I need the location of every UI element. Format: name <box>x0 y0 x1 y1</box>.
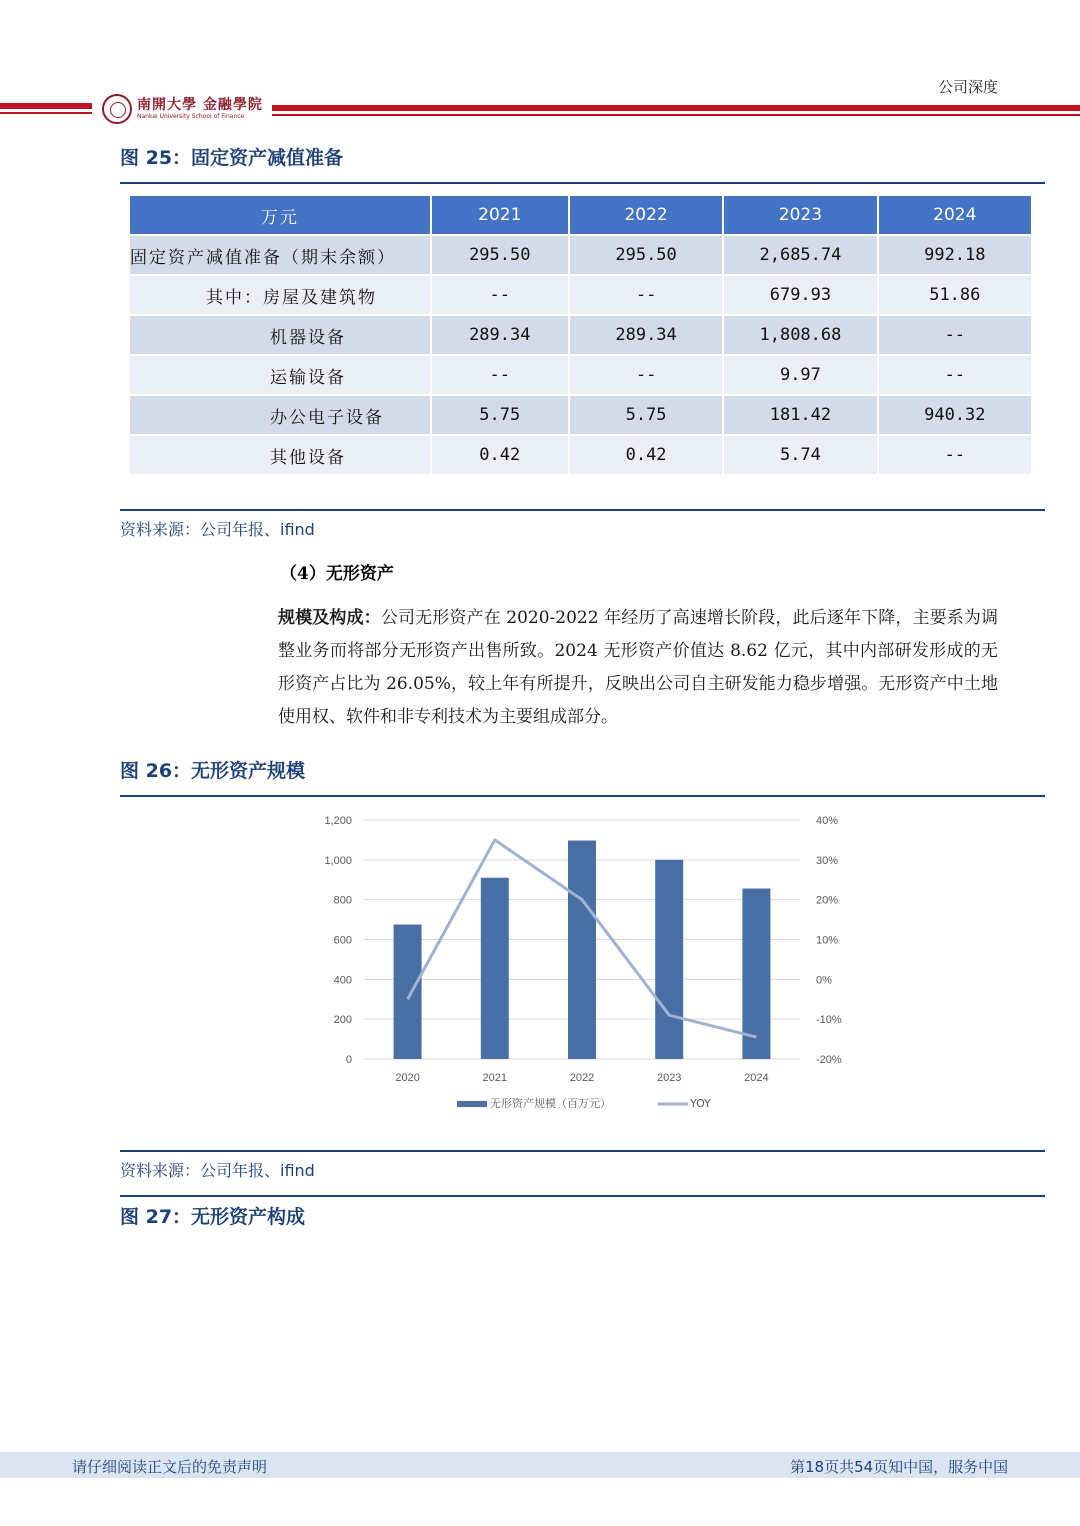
y2-tick-label: -20% <box>816 1054 842 1066</box>
legend-bar-label: 无形资产规模（百万元） <box>490 1097 611 1110</box>
legend-line-label: YOY <box>690 1097 711 1110</box>
fig26-source: 资料来源：公司年报、ifind <box>120 1161 315 1180</box>
row-label: 固定资产减值准备（期末余额） <box>130 236 430 276</box>
table-cell: 289.34 <box>570 316 722 356</box>
y2-tick-label: -10% <box>816 1014 842 1027</box>
y2-tick-label: 40% <box>816 815 839 827</box>
y2-tick-label: 10% <box>816 934 839 947</box>
table-cell: 5.74 <box>724 436 876 476</box>
row-label: 其中：房屋及建筑物 <box>130 276 430 316</box>
footer-page-info: 第18页共54页知中国，服务中国 <box>790 1458 1009 1476</box>
table-cell: 940.32 <box>879 396 1031 436</box>
fig26-bottom-rule <box>120 1150 1045 1152</box>
table-cell: 0.42 <box>432 436 568 476</box>
nankai-seal-icon <box>102 94 132 124</box>
table-cell: 295.50 <box>432 236 568 276</box>
header-red-bar-right <box>272 105 1080 111</box>
y-tick-label: 400 <box>333 974 352 987</box>
y-tick-label: 0 <box>345 1054 352 1066</box>
table-row <box>130 436 1031 476</box>
fig26-title: 图 26：无形资产规模 <box>120 760 306 782</box>
impairment-table <box>128 196 1033 476</box>
fig25-top-rule <box>120 182 1045 184</box>
table-row <box>130 276 1031 316</box>
x-tick-label: 2021 <box>482 1072 508 1084</box>
table-row <box>130 236 1031 276</box>
table-cell: 51.86 <box>879 276 1031 316</box>
nankai-logo <box>100 93 268 127</box>
header-section-label: 公司深度 <box>938 78 999 96</box>
table-header-row <box>130 196 1031 236</box>
row-label: 办公电子设备 <box>130 396 430 436</box>
table-row <box>130 396 1031 436</box>
table-cell: 0.42 <box>570 436 722 476</box>
y2-tick-label: 20% <box>816 894 839 907</box>
footer-disclaimer: 请仔细阅读正文后的免责声明 <box>72 1458 268 1476</box>
table-cell: 9.97 <box>724 356 876 396</box>
y-tick-label: 200 <box>333 1014 352 1027</box>
bar-2023 <box>655 860 683 1059</box>
table-row <box>130 356 1031 396</box>
y2-tick-label: 0% <box>816 974 832 987</box>
row-label: 机器设备 <box>130 316 430 356</box>
table-cell: -- <box>879 356 1031 396</box>
bar-2021 <box>481 878 509 1059</box>
header-red-line-right <box>272 114 1080 116</box>
header-red-line-left <box>0 112 92 114</box>
header-red-bar-left <box>0 103 92 109</box>
fig27-top-rule <box>120 1195 1045 1197</box>
y-tick-label: 1,200 <box>324 815 352 827</box>
table-row <box>130 316 1031 356</box>
column-header: 2024 <box>879 196 1031 236</box>
fig25-bottom-rule <box>120 509 1045 511</box>
paragraph-body: 公司无形资产在 2020-2022 年经历了高速增长阶段，此后逐年下降，主要系为调整业务而将部分无形资产出售所致。2024 无形资产价值达 8.62 亿元，其中内部研发形成的无形资产占比为 26.05%，较上年有所提升，反映出公司自主研发能力稳步增强。无形资产中土地使用权、软件和非专利技术为主要组成部分。 <box>278 608 999 727</box>
table-cell: 992.18 <box>879 236 1031 276</box>
column-header: 2022 <box>570 196 722 236</box>
x-tick-label: 2020 <box>395 1072 420 1084</box>
fig26-top-rule <box>120 795 1045 797</box>
logo-chinese-name: 南開大學 金融學院 <box>137 97 263 113</box>
y-tick-label: 800 <box>333 894 352 907</box>
row-label: 其他设备 <box>130 436 430 476</box>
bar-2022 <box>568 841 596 1059</box>
table-cell: 5.75 <box>432 396 568 436</box>
table-cell: 5.75 <box>570 396 722 436</box>
table-cell: -- <box>879 436 1031 476</box>
legend-bar-swatch <box>457 1101 487 1107</box>
column-header: 2023 <box>724 196 876 236</box>
table-cell: 295.50 <box>570 236 722 276</box>
paragraph-lead: 规模及构成： <box>278 608 381 628</box>
fig25-source: 资料来源：公司年报、ifind <box>120 520 315 539</box>
table-cell: -- <box>570 356 722 396</box>
fig25-title: 图 25：固定资产减值准备 <box>120 147 344 169</box>
x-tick-label: 2022 <box>569 1072 595 1084</box>
column-header: 2021 <box>432 196 568 236</box>
y2-tick-label: 30% <box>816 854 839 867</box>
x-tick-label: 2024 <box>744 1072 769 1084</box>
column-header: 万元 <box>130 196 430 236</box>
y-tick-label: 600 <box>333 934 352 947</box>
table-cell: 1,808.68 <box>724 316 876 356</box>
bar-2020 <box>394 925 422 1059</box>
fig27-title: 图 27：无形资产构成 <box>120 1206 306 1228</box>
intangible-assets-chart <box>300 805 860 1125</box>
table-cell: -- <box>570 276 722 316</box>
section-heading: （4）无形资产 <box>280 564 394 584</box>
y-tick-label: 1,000 <box>324 854 352 867</box>
logo-english-name: Nankai University School of Finance <box>137 113 245 120</box>
table-cell: -- <box>432 356 568 396</box>
x-tick-label: 2023 <box>656 1072 682 1084</box>
table-cell: -- <box>432 276 568 316</box>
section-paragraph <box>278 602 998 734</box>
row-label: 运输设备 <box>130 356 430 396</box>
table-cell: 2,685.74 <box>724 236 876 276</box>
table-cell: 181.42 <box>724 396 876 436</box>
table-cell: 289.34 <box>432 316 568 356</box>
table-cell: -- <box>879 316 1031 356</box>
table-cell: 679.93 <box>724 276 876 316</box>
